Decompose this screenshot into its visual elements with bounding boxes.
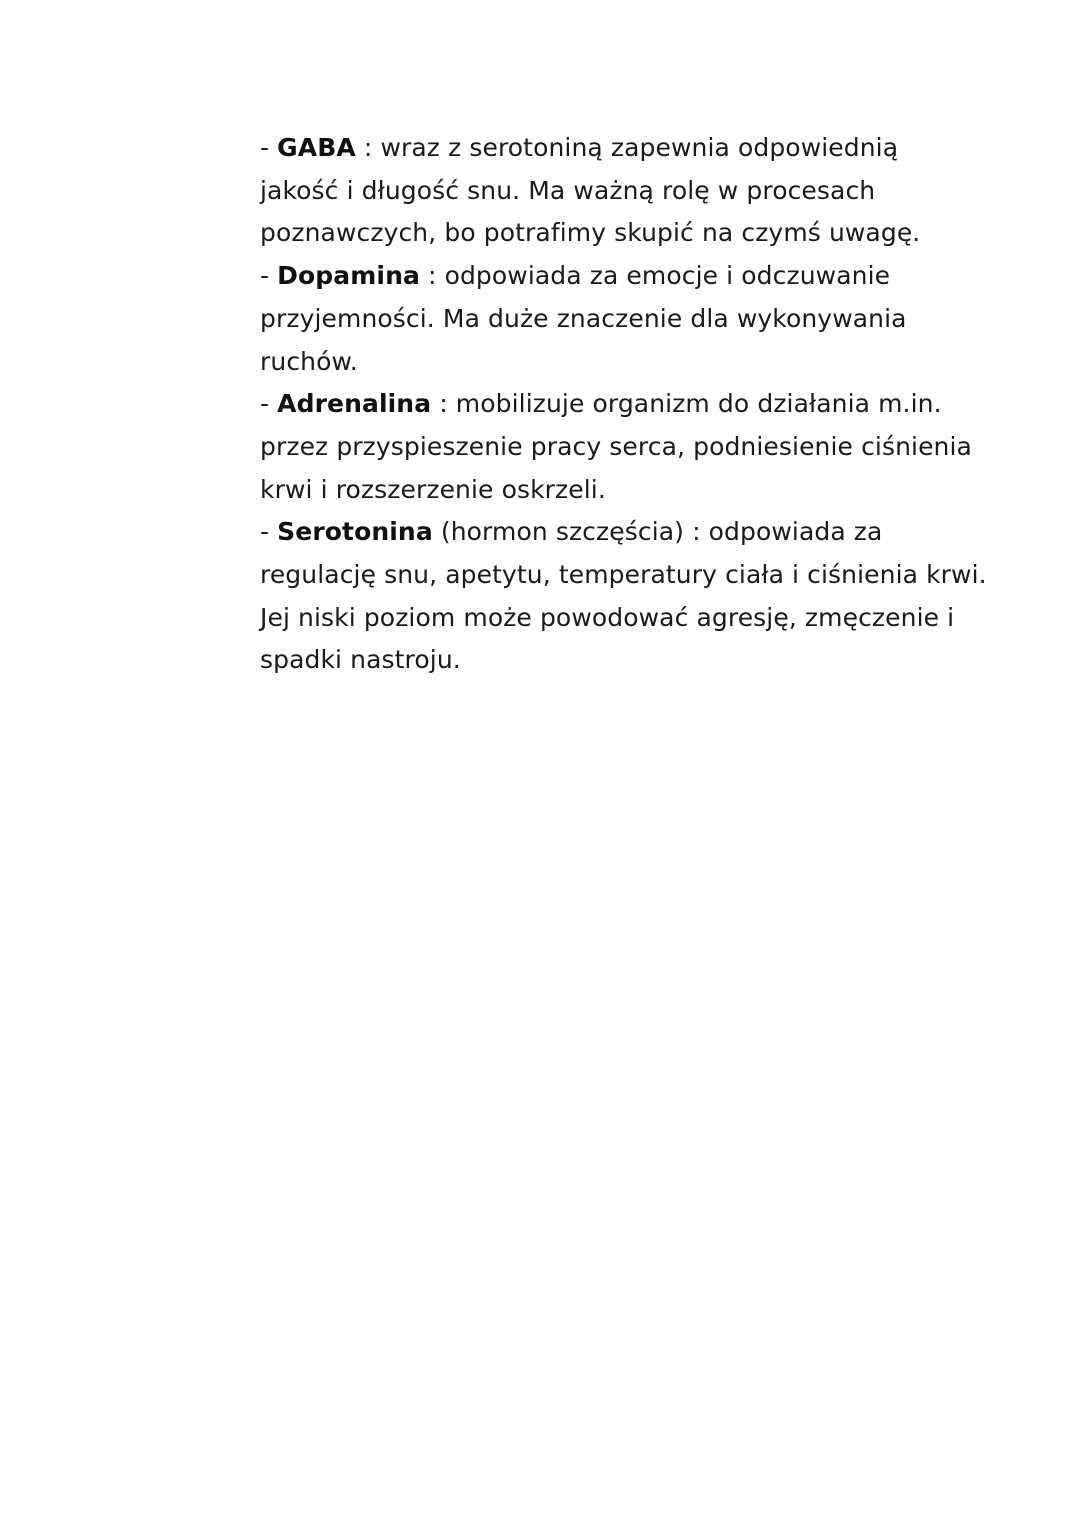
entry-text-line: przez przyspieszenie pracy serca, podniesienie ciśnienia (260, 431, 972, 461)
entry-text-line: poznawczych, bo potrafimy skupić na czymś uwagę. (260, 218, 921, 248)
entry-first-line (260, 511, 960, 554)
entry-text: : wraz z serotoniną zapewnia odpowiednią (355, 133, 899, 162)
entry-text-line: przyjemności. Ma duże znaczenie dla wykonywania (260, 303, 907, 333)
entry-text: (hormon szczęścia) : odpowiada za (432, 517, 883, 547)
entry-dash: - (260, 517, 278, 547)
entry-dopamina (260, 255, 960, 383)
entry-first-line (260, 255, 960, 298)
entry-text-line: spadki nastroju. (260, 645, 461, 675)
document-body (260, 127, 987, 682)
entry-text-line: jakość i długość snu. Ma ważną rolę w procesach (260, 175, 876, 205)
entry-term: GABA (277, 133, 356, 162)
entry-first-line (260, 383, 960, 426)
entry-serotonina (260, 511, 987, 682)
entry-text-line: ruchów. (260, 346, 358, 376)
entry-text-line: krwi i rozszerzenie oskrzeli. (260, 474, 606, 504)
entry-dash: - (260, 133, 278, 162)
entry-text-line: regulację snu, apetytu, temperatury ciała i ciśnienia krwi. (260, 560, 987, 590)
entry-first-line (260, 127, 960, 170)
entry-term: Dopamina (277, 261, 420, 291)
entry-text-line: Jej niski poziom może powodować agresję, zmęczenie i (260, 602, 955, 632)
entry-term: Serotonina (277, 517, 433, 547)
entry-term: Adrenalina (277, 389, 432, 419)
entry-gaba (260, 127, 960, 255)
entry-text: : odpowiada za emocje i odczuwanie (419, 261, 891, 291)
entry-adrenalina (260, 383, 972, 511)
entry-text: : mobilizuje organizm do działania m.in. (431, 389, 942, 419)
entry-dash: - (260, 261, 278, 291)
entry-dash: - (260, 389, 278, 419)
